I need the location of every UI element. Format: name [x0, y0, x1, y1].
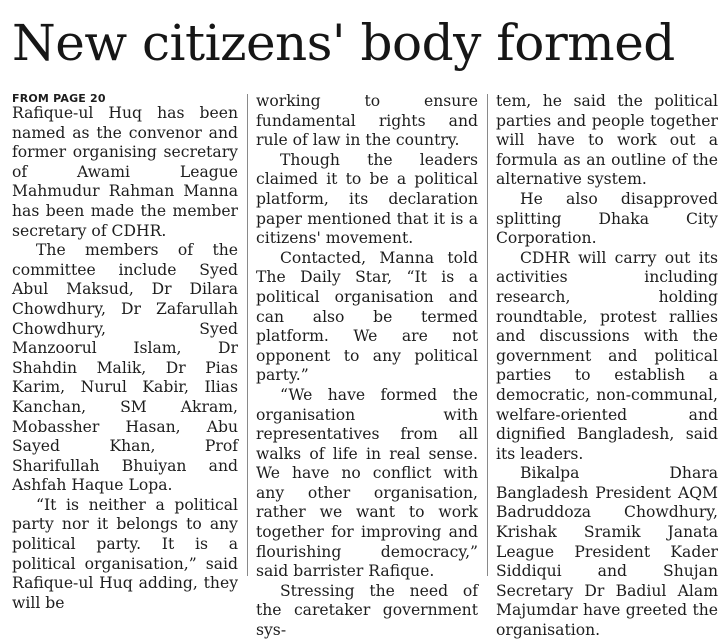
headline: New citizens' body formed — [12, 14, 675, 72]
paragraph: Bikalpa Dhara Bangladesh President AQM Badruddoza Chowdhury, Krishak Sramik Janata League President Kader Siddiqui and Shujan Secretary Dr Badiul Alam Majumdar have greeted the organisation. — [496, 464, 718, 640]
article-column-1 — [12, 92, 238, 613]
article-column-2 — [256, 92, 478, 641]
column-rule — [247, 94, 248, 576]
article-column-3 — [496, 92, 718, 641]
paragraph: “It is neither a political party nor it belongs to any political party. It is a political organisation,” said Rafique-ul Huq adding, they will be — [12, 495, 238, 612]
column-rule — [487, 94, 488, 576]
paragraph: Stressing the need of the caretaker government sys- — [256, 581, 478, 640]
continued-from-label: FROM PAGE 20 — [12, 92, 106, 105]
paragraph: tem, he said the political parties and people together will have to work out a formula as an outline of the alternative system. — [496, 92, 718, 189]
paragraph: He also disapproved splitting Dhaka City Corporation. — [496, 189, 718, 248]
paragraph: Contacted, Manna told The Daily Star, “It is a political organisation and can also be termed platform. We are not opponent to any political party.” — [256, 248, 478, 385]
paragraph: “We have formed the organisation with representatives from all walks of life in real sense. We have no conflict with any other organisation, rather we want to work together for improving and flourishing democracy,” said barrister Rafique. — [256, 385, 478, 581]
paragraph: The members of the committee include Syed Abul Maksud, Dr Dilara Chowdhury, Dr Zafarullah Chowdhury, Syed Manzoorul Islam, Dr Shahdin Malik, Dr Pias Karim, Nurul Kabir, Ilias Kanchan, SM Akram, Mobassher Hasan, Abu Sayed Khan, Prof Sharifullah Bhuiyan and Ashfah Haque Lopa. — [12, 241, 238, 495]
paragraph: Though the leaders claimed it to be a political platform, its declaration paper mentioned that it is a citizens' movement. — [256, 150, 478, 248]
paragraph: CDHR will carry out its activities including research, holding roundtable, protest rallies and discussions with the government and political parties to establish a democratic, non-communal, welfare-oriented and dignified Bangladesh, said its leaders. — [496, 248, 718, 463]
paragraph: Rafique-ul Huq has been named as the convenor and former organising secretary of Awami League Mahmudur Rahman Manna has been made the member secretary of CDHR. — [12, 104, 238, 240]
paragraph: working to ensure fundamental rights and rule of law in the country. — [256, 92, 478, 150]
